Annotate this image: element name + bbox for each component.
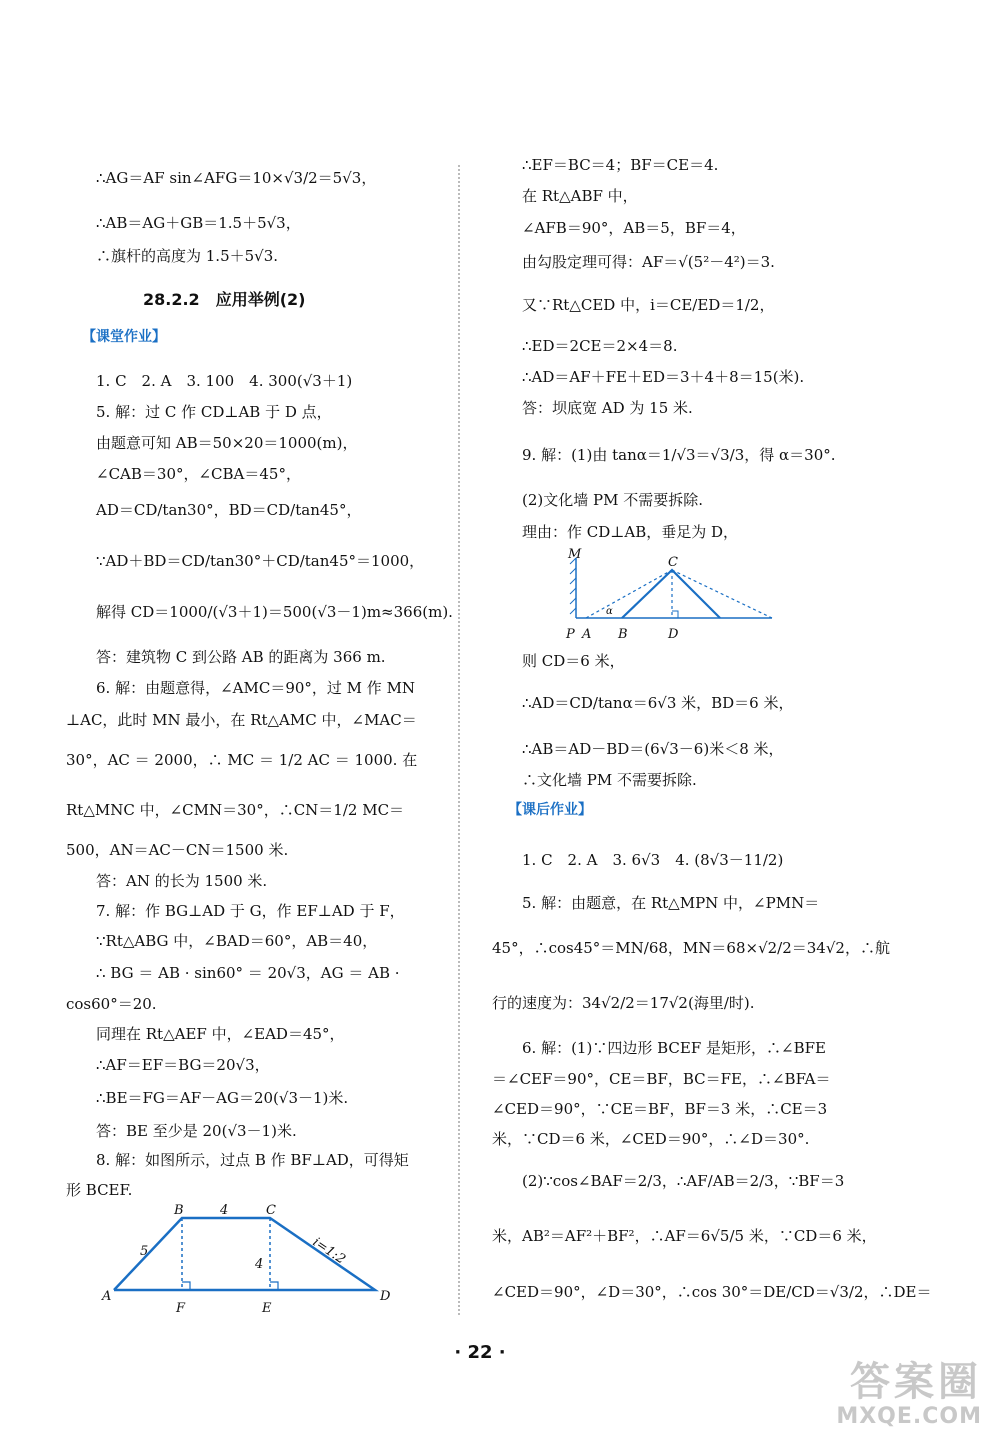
watermark-chinese: 答案圈 <box>850 1359 982 1405</box>
in-class-homework-tag: 【课堂作业】 <box>82 329 166 345</box>
right-text-line: ∠AFB＝90°，AB＝5，BF＝4， <box>522 219 746 237</box>
right-text-line: ∴文化墙 PM 不需要拆除. <box>522 771 697 789</box>
label-b: B <box>174 1203 184 1218</box>
left-text-line: ∴AB＝AG＋GB＝1.5＋5√3， <box>96 214 301 232</box>
right-text-line: 又∵Rt△CED 中，i＝CE/ED＝1/2， <box>522 296 775 314</box>
trapezoid-dam-figure <box>100 1200 400 1320</box>
left-text-line: ∠CAB＝30°，∠CBA＝45°， <box>96 465 301 483</box>
label-c: C <box>266 1203 276 1218</box>
old-slope-right <box>672 570 772 618</box>
right-text-line: 行的速度为：34√2/2＝17√2(海里/时). <box>492 994 755 1012</box>
right-text-line: 9. 解：(1)由 tanα＝1/√3＝√3/3，得 α＝30°. <box>522 446 836 464</box>
right-text-line: 6. 解：(1)∵四边形 BCEF 是矩形，∴∠BFE <box>522 1039 826 1057</box>
watermark-url: MXQE.COM <box>836 1404 982 1429</box>
culture-wall-figure <box>560 548 790 643</box>
left-text-line: ∴BE＝FG＝AF－AG＝20(√3－1)米. <box>96 1089 349 1107</box>
left-text-line: ∵Rt△ABG 中，∠BAD＝60°，AB＝40， <box>96 932 378 950</box>
left-text-line: 答：AN 的长为 1500 米. <box>96 872 268 890</box>
left-text-line: 答：建筑物 C 到公路 AB 的距离为 366 m. <box>96 648 386 666</box>
label-p: P <box>566 627 575 642</box>
right-text-line: 1. C 2. A 3. 6√3 4. (8√3－11/2) <box>522 851 784 869</box>
left-text-line: 5. 解：过 C 作 CD⊥AB 于 D 点， <box>96 403 332 421</box>
right-text-line: ∴AD＝CD/tanα＝6√3 米，BD＝6 米， <box>522 694 794 712</box>
right-text-line: (2)文化墙 PM 不需要拆除. <box>522 491 704 509</box>
label-m: M <box>568 548 582 562</box>
left-text-line: Rt△MNC 中，∠CMN＝30°，∴CN＝1/2 MC＝ <box>66 801 405 819</box>
right-text-line: 则 CD＝6 米， <box>522 652 625 670</box>
right-text-line: 45°，∴cos45°＝MN/68，MN＝68×√2/2＝34√2，∴航 <box>492 939 890 957</box>
after-class-homework-tag: 【课后作业】 <box>508 802 592 818</box>
section-title: 28.2.2 应用举例(2) <box>143 290 306 309</box>
left-text-line: 7. 解：作 BG⊥AD 于 G，作 EF⊥AD 于 F， <box>96 902 405 920</box>
right-text-line: 米，∵CD＝6 米，∠CED＝90°，∴∠D＝30°. <box>492 1130 810 1148</box>
left-text-line: AD＝CD/tan30°，BD＝CD/tan45°， <box>96 501 362 519</box>
left-text-line: cos60°＝20. <box>66 995 157 1013</box>
watermark <box>836 1360 982 1429</box>
left-text-line: ∵AD＋BD＝CD/tan30°＋CD/tan45°＝1000， <box>96 552 425 570</box>
right-text-line: ∠CED＝90°，∠D＝30°，∴cos 30°＝DE/CD＝√3/2，∴DE＝ <box>492 1283 932 1301</box>
right-text-line: ∴ED＝2CE＝2×4＝8. <box>522 337 678 355</box>
right-text-line: ∠CED＝90°，∵CE＝BF，BF＝3 米，∴CE＝3 <box>492 1100 828 1118</box>
left-text-line: 8. 解：如图所示，过点 B 作 BF⊥AD，可得矩 <box>96 1151 409 1169</box>
left-text-line: ∴AG＝AF sin∠AFG＝10×√3/2＝5√3， <box>96 169 377 187</box>
right-text-line: 在 Rt△ABF 中， <box>522 187 638 205</box>
left-text-line: ∴ BG ＝ AB · sin60° ＝ 20√3，AG ＝ AB · <box>96 964 400 982</box>
page-number: · 22 · <box>454 1342 506 1363</box>
label-d: D <box>668 627 679 642</box>
label-c: C <box>668 555 678 570</box>
right-text-line: 答：坝底宽 AD 为 15 米. <box>522 399 693 417</box>
label-a: A <box>582 627 592 642</box>
right-text-line: (2)∵cos∠BAF＝2/3，∴AF/AB＝2/3，∵BF＝3 <box>522 1172 845 1190</box>
left-text-line: 答：BE 至少是 20(√3－1)米. <box>96 1122 297 1140</box>
label-a: A <box>102 1289 112 1304</box>
label-f: F <box>176 1301 186 1316</box>
left-text-line: 1. C 2. A 3. 100 4. 300(√3＋1) <box>96 372 353 390</box>
right-text-line: ∴AB＝AD－BD＝(6√3－6)米＜8 米， <box>522 740 784 758</box>
right-text-line: ∴EF＝BC＝4；BF＝CE＝4. <box>522 156 719 174</box>
left-text-line: 6. 解：由题意得，∠AMC＝90°，过 M 作 MN <box>96 679 416 697</box>
left-text-line: ⊥AC，此时 MN 最小，在 Rt△AMC 中，∠MAC＝ <box>66 711 417 729</box>
left-text-line: 500，AN＝AC－CN＝1500 米. <box>66 841 289 859</box>
left-text-line: 由题意可知 AB＝50×20＝1000(m)， <box>96 434 358 452</box>
new-slope-outline <box>622 570 720 618</box>
left-text-line: 形 BCEF. <box>66 1181 133 1199</box>
left-text-line: ∴AF＝EF＝BG＝20√3， <box>96 1056 270 1074</box>
label-left-length: 5 <box>140 1244 149 1259</box>
left-text-line: 解得 CD＝1000/(√3＋1)＝500(√3－1)m≈366(m). <box>96 603 453 621</box>
right-text-line: ＝∠CEF＝90°，CE＝BF，BC＝FE，∴∠BFA＝ <box>492 1070 831 1088</box>
label-height: 4 <box>255 1257 264 1272</box>
right-text-line: 米，AB²＝AF²＋BF²，∴AF＝6√5/5 米，∵CD＝6 米， <box>492 1227 877 1245</box>
label-b: B <box>618 627 628 642</box>
left-text-line: 30°，AC ＝ 2000，∴ MC ＝ 1/2 AC ＝ 1000. 在 <box>66 751 418 769</box>
label-alpha: α <box>606 606 613 617</box>
label-top-length: 4 <box>220 1203 229 1218</box>
label-d: D <box>380 1289 391 1304</box>
right-text-line: 由勾股定理可得：AF＝√(5²－4²)＝3. <box>522 253 775 271</box>
left-text-line: ∴旗杆的高度为 1.5＋5√3. <box>96 247 279 265</box>
label-e: E <box>262 1301 272 1316</box>
right-angle-mark-d <box>672 611 678 618</box>
left-text-line: 同理在 Rt△AEF 中，∠EAD＝45°， <box>96 1025 345 1043</box>
label-slope: i=1:2 <box>309 1234 348 1268</box>
column-divider <box>458 165 460 1315</box>
right-text-line: 理由：作 CD⊥AB，垂足为 D， <box>522 523 739 541</box>
right-text-line: ∴AD＝AF＋FE＋ED＝3＋4＋8＝15(米). <box>522 368 805 386</box>
right-text-line: 5. 解：由题意，在 Rt△MPN 中，∠PMN＝ <box>522 894 820 912</box>
